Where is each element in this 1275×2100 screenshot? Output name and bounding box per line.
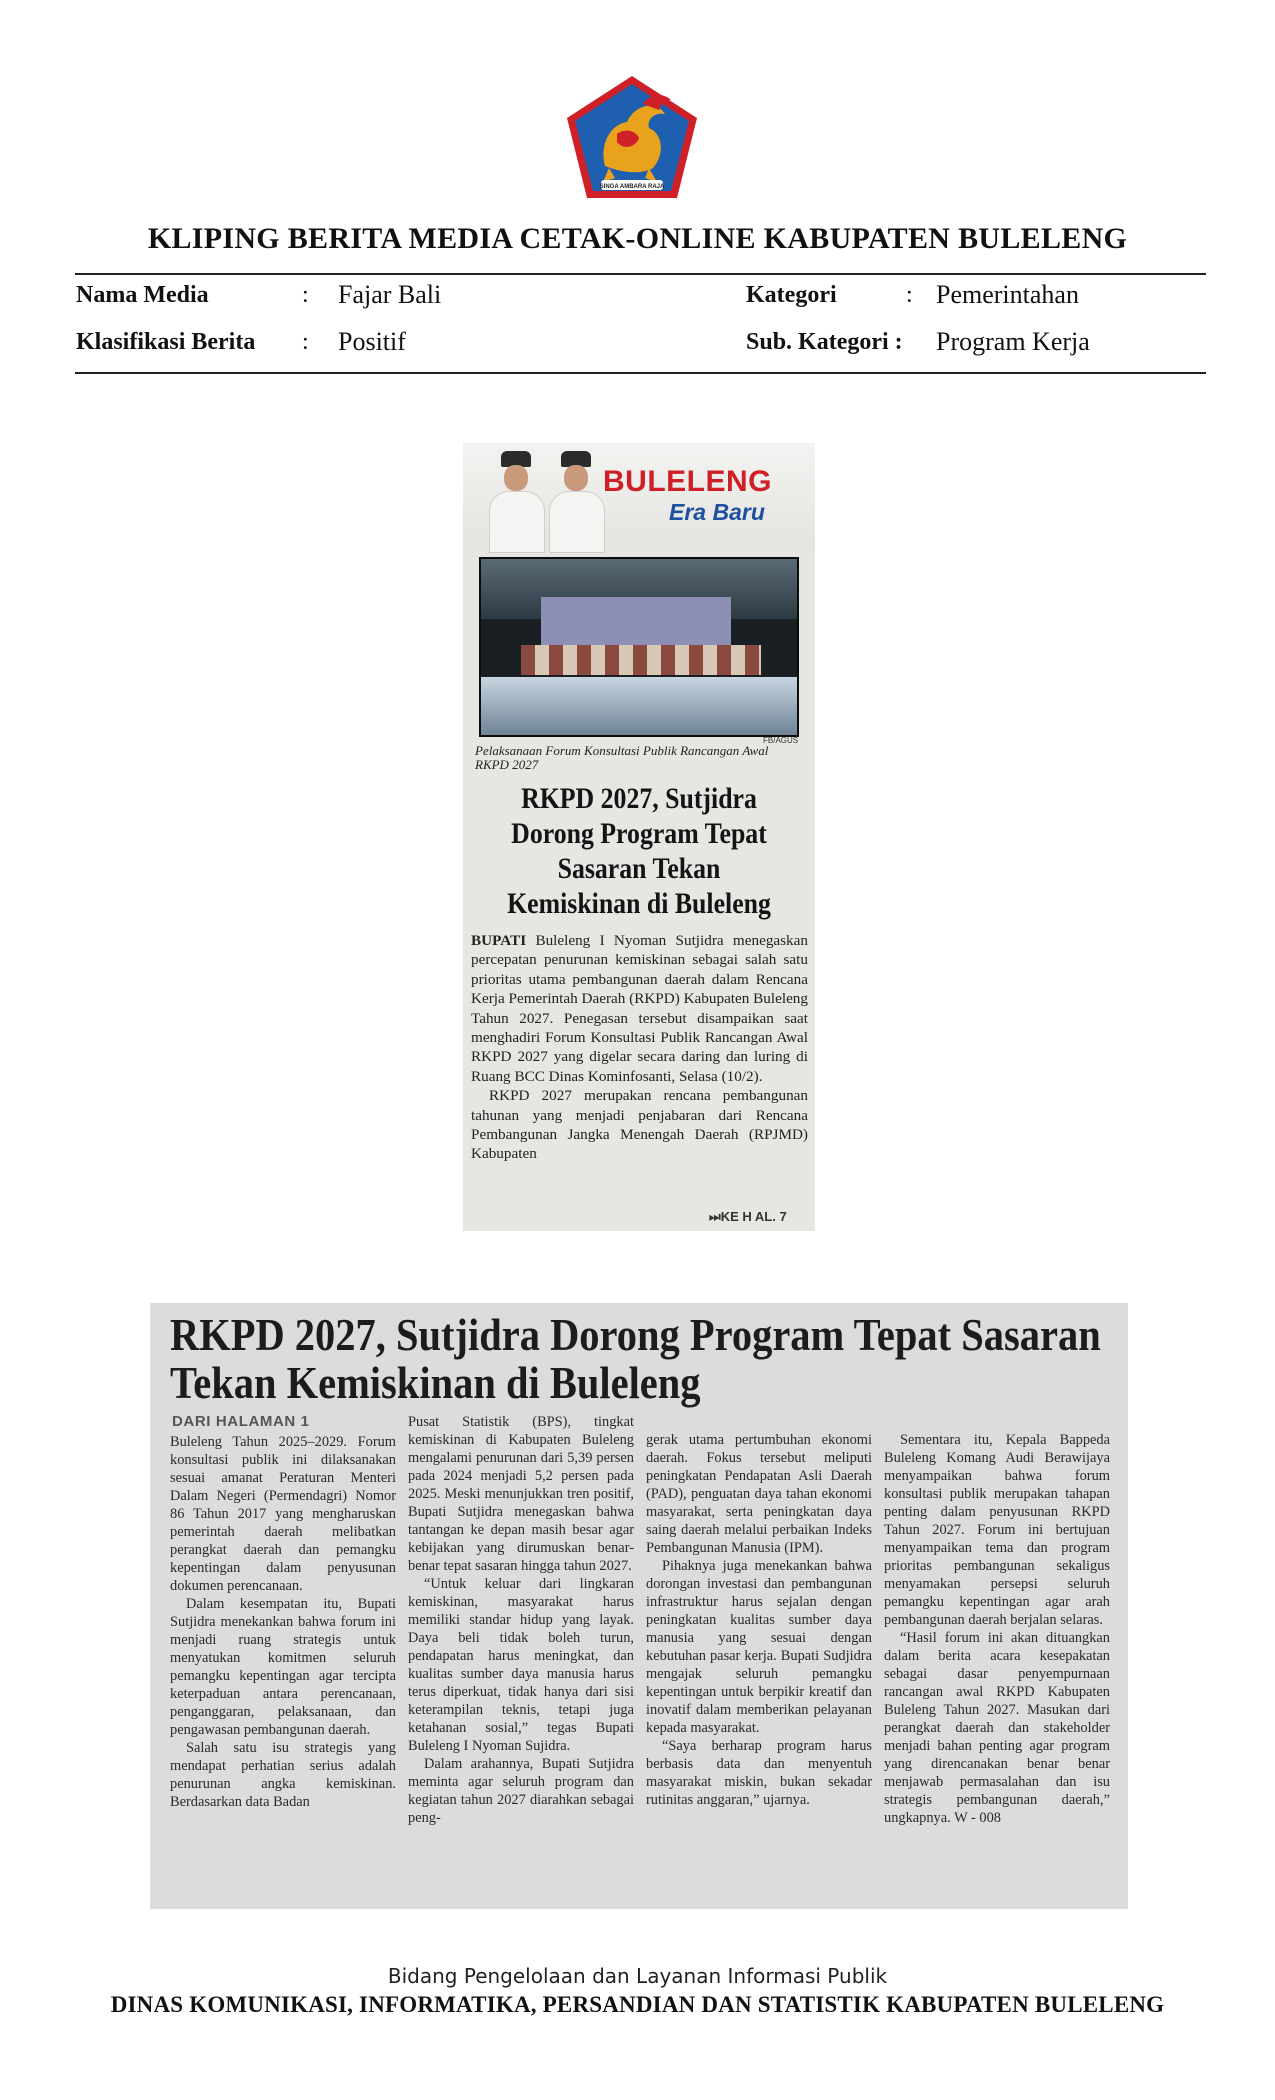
banner-subtitle: Era Baru [669,499,765,525]
article-paragraph: BUPATI Buleleng I Nyoman Sutjidra menegaskan percepatan penurunan kemiskinan sebagai salah satu prioritas utama pembangunan daerah dalam Rencana Kerja Pemerintah Daerah (RKPD) Kabupaten Buleleng Tahun 2027. Penegasan tersebut disampaikan saat menghadiri Forum Konsultasi Publik Rancangan Awal RKPD 2027 yang digelar secara daring dan luring di Ruang BCC Dinas Kominfosanti, Selasa (10/2). [471,932,808,1085]
footer-division: Bidang Pengelolaan dan Layanan Informasi Publik [387,1964,888,1988]
newspaper-clipping-continuation [150,1303,1128,1909]
column-paragraph: “Untuk keluar dari lingkaran kemiskinan, masyarakat harus memiliki standar hidup yang layak. Daya beli tidak boleh turun, pendapatan harus meningkat, dan kualitas sumber daya manusia harus terus diperkuat, tidak hanya dari sisi keterampilan teknis, tetapi juga ketahanan sosial,” tegas Bupati Buleleng I Nyoman Sujidra. [408,1576,634,1754]
continuation-headline: RKPD 2027, Sutjidra Dorong Program Tepat Sasaran Tekan Kemiskinan di Buleleng [170,1309,1101,1408]
buleleng-regency-logo [565,74,699,200]
logo-motto: SINGA AMBARA RAJA [599,184,665,190]
column-banner [463,443,815,551]
page-title: KLIPING BERITA MEDIA CETAK-ONLINE KABUPATEN BULELENG [147,222,1128,255]
article-headline: RKPD 2027, Sutjidra Dorong Program Tepat Sasaran Tekan Kemiskinan di Buleleng [507,782,771,920]
subkategori-value: Program Kerja [936,327,1090,356]
meta-media-row [76,282,209,309]
banner-title: BULELENG [603,465,772,498]
official-photo-left [485,451,547,551]
article-paragraph: RKPD 2027 merupakan rencana pembangunan tahunan yang menjadi penjabaran dari Rencana Pembangunan Jangka Menengah Daerah (RPJMD) Kabupaten [471,1087,808,1163]
media-value: Fajar Bali [338,280,442,309]
klasifikasi-colon: : [302,329,309,355]
column-paragraph: Dalam arahannya, Bupati Sutjidra meminta agar seluruh program dan kegiatan tahun 2027 diarahkan sebagai peng- [408,1756,634,1826]
column-paragraph: Salah satu isu strategis yang mendapat perhatian serius adalah penurunan angka kemiskinan. Berdasarkan data Badan [170,1740,396,1810]
text-column-2 [408,1413,634,1827]
meta-kategori-row [746,282,837,309]
meta-subkategori-row [746,329,903,356]
photo-credit: FB/AGUS [763,736,799,745]
forum-photo [479,557,799,737]
klasifikasi-label: Klasifikasi Berita [76,329,256,355]
text-column-4 [884,1431,1110,1827]
column-paragraph: Sementara itu, Kepala Bappeda Buleleng Komang Audi Berawijaya menyampaikan bahwa forum konsultasi publik merupakan tahapan penting dalam penyusunan RKPD Tahun 2027. Forum ini bertujuan menyampaikan tema dan program prioritas pembangunan sekaligus menyamakan persepsi seluruh pemangku kepentingan agar arah pembangunan daerah berjalan selaras. [884,1432,1110,1628]
column-paragraph: Pihaknya juga menekankan bahwa dorongan investasi dan pembangunan infrastruktur harus sejalan dengan peningkatan kualitas sumber daya manusia yang sesuai dengan kebutuhan pasar kerja. Bupati Sudjidra mengajak seluruh pemangku kepentingan untuk berpikir kreatif dan inovatif dalam memberikan pelayanan kepada masyarakat. [646,1558,872,1736]
header-bottom-rule [75,372,1206,374]
column-paragraph: Dalam kesempatan itu, Bupati Sutjidra menekankan bahwa forum ini menjadi ruang strategis untuk menyatukan komitmen seluruh pemangku kepentingan agar tercipta keterpaduan antara perencanaan, penganggaran, pelaksanaan, dan pengawasan pembangunan daerah. [170,1596,396,1738]
meta-klasifikasi-row [76,329,255,356]
header-top-rule [75,273,1206,275]
column-paragraph: “Saya berharap program harus berbasis data dan menyentuh masyarakat miskin, bukan sekadar rutinitas anggaran,” ujarnya. [646,1738,872,1808]
subkategori-label: Sub. Kategori : [746,329,903,355]
article-body [471,931,808,1164]
column-paragraph: Buleleng Tahun 2025–2029. Forum konsultasi publik ini dilaksanakan sesuai amanat Peraturan Menteri Dalam Negeri (Permendagri) Nomor 86 Tahun 2017 yang mengharuskan pemerintah daerah melibatkan perangkat daerah dan pemangku kepentingan dalam penyusunan dokumen perencanaan. [170,1434,396,1594]
text-column-1 [170,1433,396,1811]
klasifikasi-value: Positif [338,327,406,356]
photo-caption: Pelaksanaan Forum Konsultasi Publik Rancangan Awal RKPD 2027 [475,743,769,772]
column-paragraph: gerak utama pertumbuhan ekonomi daerah. Fokus tersebut meliputi peningkatan Pendapatan Asli Daerah (PAD), penguatan daya tahan ekonomi masyarakat, serta peningkatan daya saing daerah melalui perbaikan Indeks Pembangunan Manusia (IPM). [646,1432,872,1556]
column-paragraph: Pusat Statistik (BPS), tingkat kemiskinan di Kabupaten Buleleng mengalami penurunan dari 5,39 persen pada 2024 menjadi 5,2 persen pada 2025. Meski menunjukkan tren positif, Bupati Sutjidra menegaskan bahwa tantangan ke depan masih besar agar kebijakan yang dirumuskan benar-benar tepat sasaran hingga tahun 2027. [408,1414,634,1574]
kategori-value: Pemerintahan [936,280,1079,309]
column-paragraph: “Hasil forum ini akan dituangkan dalam berita acara kesepakatan sebagai dasar penyempurnaan rancangan awal RKPD Kabupaten Buleleng Tahun 2027. Masukan dari perangkat daerah dan stakeholder menjadi bahan penting agar program yang direncanakan benar benar menjawab permasalahan dan isu strategis pembangunan daerah,” ungkapnya. W - 008 [884,1630,1110,1826]
kategori-label: Kategori [746,282,837,308]
kategori-colon: : [906,282,913,308]
text-column-3 [646,1431,872,1809]
footer-agency: DINAS KOMUNIKASI, INFORMATIKA, PERSANDIAN DAN STATISTIK KABUPATEN BULELENG [110,1992,1165,2017]
media-colon: : [302,282,309,308]
from-page-label: DARI HALAMAN 1 [172,1413,310,1430]
official-photo-right [545,451,607,551]
newspaper-clipping-front [463,443,815,1231]
continued-page-marker: ⏭KE H AL. 7 [709,1209,787,1224]
media-label: Nama Media [76,282,209,308]
